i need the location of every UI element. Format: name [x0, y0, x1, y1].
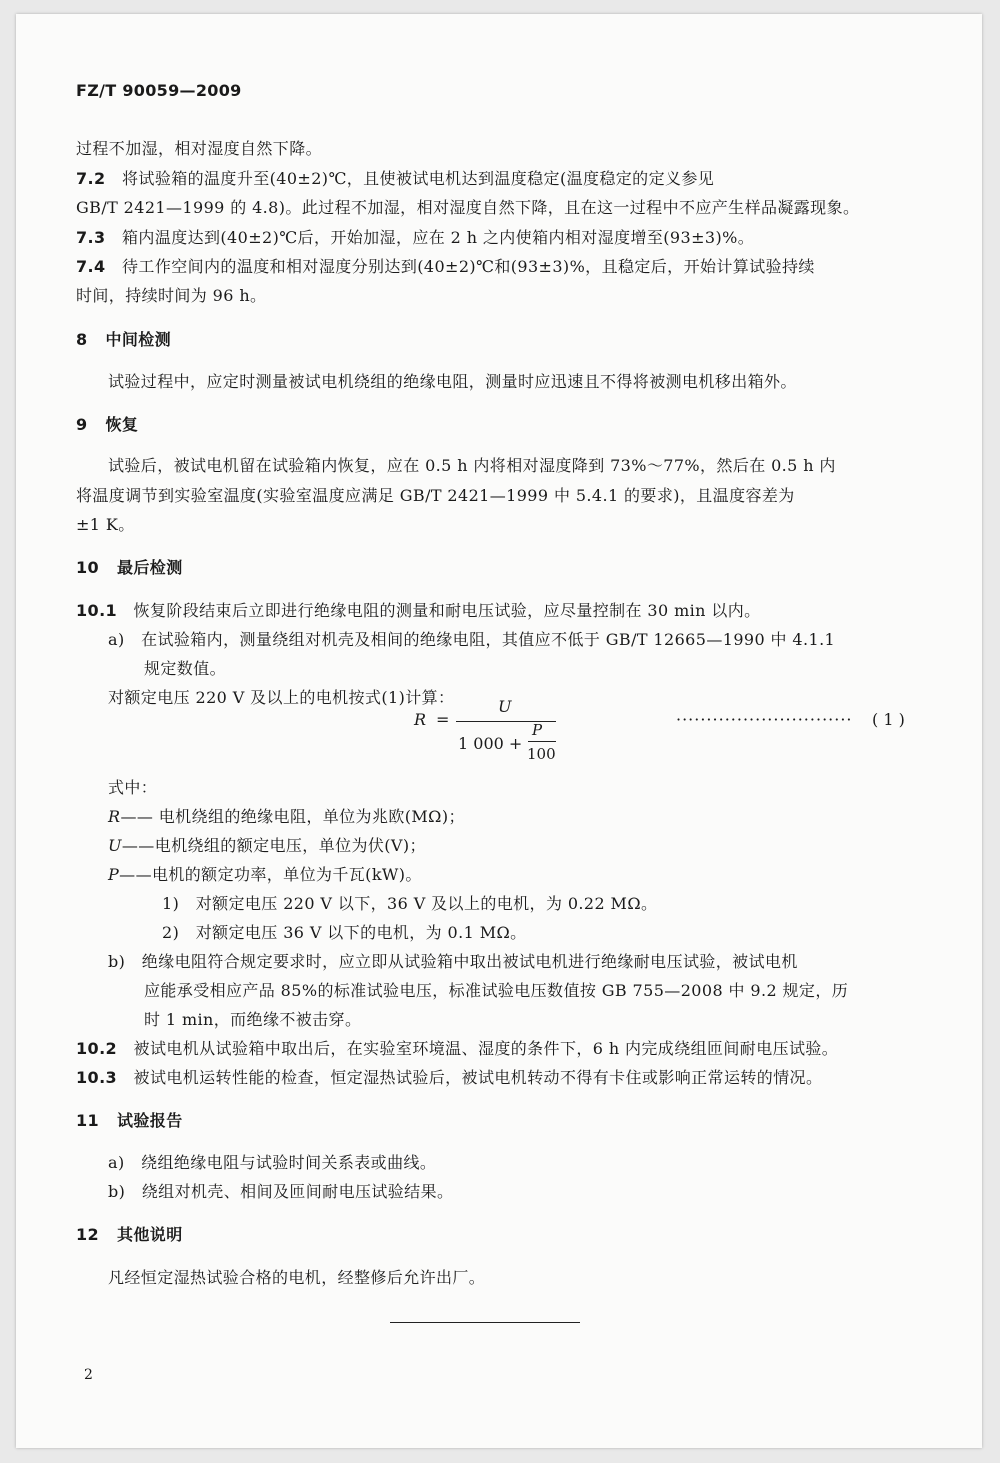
report-item-a: a) 绕组绝缘电阻与试验时间关系表或曲线。	[108, 1153, 437, 1172]
section-9-text-cont2: ±1 K。	[76, 515, 135, 534]
formula-denominator: 1 000 +	[458, 734, 523, 753]
section-heading-8: 8 中间检测	[76, 330, 172, 349]
clause-10-3: 10.3 被试电机运转性能的检查，恒定湿热试验后，被试电机转动不得有卡住或影响正常运转的情况。	[76, 1068, 823, 1087]
page-number: 2	[84, 1367, 94, 1383]
standard-number: FZ/T 90059—2009	[76, 81, 242, 100]
section-8-text: 试验过程中，应定时测量被试电机绕组的绝缘电阻，测量时应迅速且不得将被测电机移出箱外。	[108, 372, 797, 391]
section-12-text: 凡经恒定湿热试验合格的电机，经整修后允许出厂。	[108, 1268, 486, 1287]
sub-fraction-bar	[528, 741, 556, 742]
section-heading-12: 12 其他说明	[76, 1225, 183, 1244]
formula-sub-numerator: P	[532, 721, 543, 739]
section-heading-11: 11 试验报告	[76, 1111, 183, 1130]
clause-10-1: 10.1 恢复阶段结束后立即进行绝缘电阻的测量和耐电压试验，应尽量控制在 30 min 以内。	[76, 601, 761, 620]
clause-7-2-cont: GB/T 2421—1999 的 4.8)。此过程不加湿，相对湿度自然下降，且在这一过程中不应产生样品凝露现象。	[76, 198, 860, 217]
clause-7-4: 7.4 待工作空间内的温度和相对湿度分别达到(40±2)℃和(93±3)%，且稳定后，开始计算试验持续	[76, 257, 815, 276]
item-b: b) 绝缘电阻符合规定要求时，应立即从试验箱中取出被试电机进行绝缘耐电压试验，被试电机	[108, 952, 798, 971]
clause-7-3: 7.3 箱内温度达到(40±2)℃后，开始加湿，应在 2 h 之内使箱内相对湿度增至(93±3)%。	[76, 228, 755, 247]
def-U: U——电机绕组的额定电压，单位为伏(V)；	[108, 836, 426, 855]
formula-lhs: R	[414, 710, 427, 729]
formula-equals: =	[436, 710, 450, 729]
document-page	[16, 14, 982, 1448]
section-heading-10: 10 最后检测	[76, 558, 183, 577]
def-R: R—— 电机绕组的绝缘电阻，单位为兆欧(MΩ)；	[108, 807, 465, 826]
clause-7-4-cont: 时间，持续时间为 96 h。	[76, 286, 267, 305]
formula-dots: ·····························	[676, 710, 853, 729]
report-item-b: b) 绕组对机壳、相间及匝间耐电压试验结果。	[108, 1182, 454, 1201]
formula-numerator: U	[498, 697, 512, 716]
formula-number: ( 1 )	[872, 710, 905, 729]
section-9-text: 试验后，被试电机留在试验箱内恢复，应在 0.5 h 内将相对湿度降到 73%～77%，然后在 0.5 h 内	[108, 456, 836, 475]
item-b-cont2: 时 1 min，而绝缘不被击穿。	[144, 1010, 362, 1029]
formula-sub-denominator: 100	[527, 745, 556, 763]
item-b-cont: 应能承受相应产品 85%的标准试验电压，标准试验电压数值按 GB 755—2008 中 9.2 规定，历	[144, 981, 849, 1000]
sub-item-1: 1) 对额定电压 220 V 以下，36 V 及以上的电机，为 0.22 MΩ。	[162, 894, 658, 913]
paragraph-line: 过程不加湿，相对湿度自然下降。	[76, 139, 323, 158]
section-heading-9: 9 恢复	[76, 415, 139, 434]
formula-intro: 对额定电压 220 V 及以上的电机按式(1)计算：	[108, 688, 455, 707]
sub-item-2: 2) 对额定电压 36 V 以下的电机，为 0.1 MΩ。	[162, 923, 527, 942]
where-label: 式中：	[108, 778, 158, 797]
clause-7-2: 7.2 将试验箱的温度升至(40±2)℃，且使被试电机达到温度稳定(温度稳定的定义参见	[76, 169, 715, 188]
item-a: a) 在试验箱内，测量绕组对机壳及相间的绝缘电阻，其值应不低于 GB/T 12665—1990 中 4.1.1	[108, 630, 836, 649]
item-a-cont: 规定数值。	[144, 659, 227, 678]
end-rule	[390, 1322, 580, 1323]
section-9-text-cont: 将温度调节到实验室温度(实验室温度应满足 GB/T 2421—1999 中 5.4.1 的要求)，且温度容差为	[76, 486, 795, 505]
def-P: P——电机的额定功率，单位为千瓦(kW)。	[108, 865, 422, 884]
clause-10-2: 10.2 被试电机从试验箱中取出后，在实验室环境温、湿度的条件下，6 h 内完成绕组匝间耐电压试验。	[76, 1039, 839, 1058]
